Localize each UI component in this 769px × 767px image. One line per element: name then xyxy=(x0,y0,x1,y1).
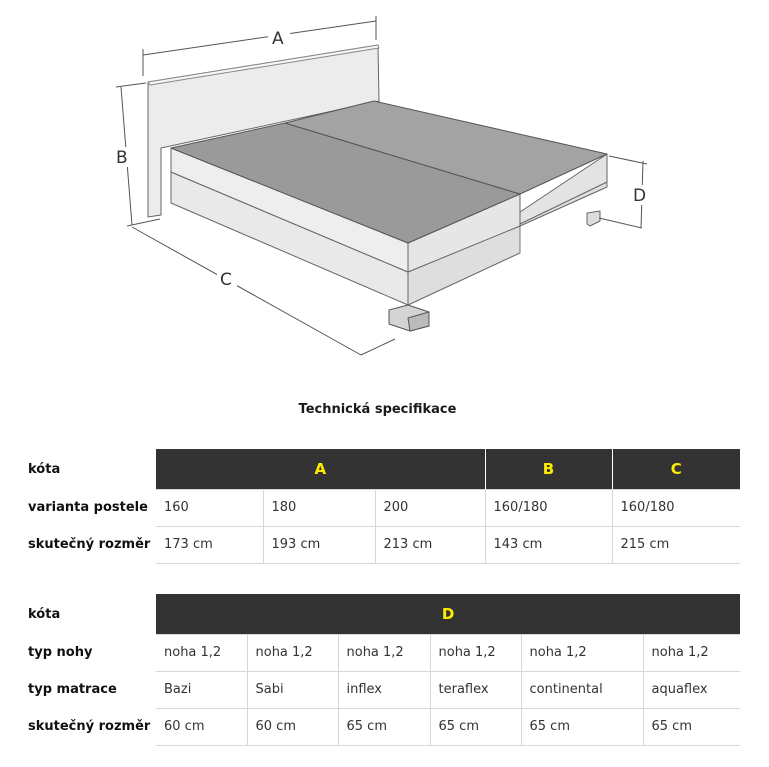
back-leg xyxy=(587,211,600,226)
dimension-label-b: B xyxy=(116,148,128,168)
table-cell: 215 cm xyxy=(612,526,740,563)
table-row xyxy=(28,708,740,745)
table-cell: noha 1,2 xyxy=(156,634,247,671)
header-row xyxy=(28,449,740,489)
table-cell: 65 cm xyxy=(430,708,521,745)
spec-table-d xyxy=(28,594,740,746)
row-label: skutečný rozměr xyxy=(28,537,151,552)
table-cell: Sabi xyxy=(247,671,338,708)
row-label: typ matrace xyxy=(28,682,117,697)
table-row xyxy=(28,489,740,526)
table-cell: 160/180 xyxy=(485,489,612,526)
header-b: B xyxy=(485,449,612,489)
table-cell: 65 cm xyxy=(643,708,740,745)
table-cell: noha 1,2 xyxy=(338,634,430,671)
table-cell: 65 cm xyxy=(338,708,430,745)
table-cell: continental xyxy=(521,671,643,708)
table-cell: teraflex xyxy=(430,671,521,708)
header-d: D xyxy=(156,594,740,634)
table-cell: 60 cm xyxy=(247,708,338,745)
header-a: A xyxy=(156,449,485,489)
table-cell: noha 1,2 xyxy=(430,634,521,671)
dimension-label-d: D xyxy=(633,186,647,206)
row-label: skutečný rozměr xyxy=(28,719,151,734)
table-cell: 143 cm xyxy=(485,526,612,563)
bed-dimension-diagram xyxy=(0,0,769,380)
table-cell: 160 xyxy=(156,489,263,526)
table-row xyxy=(28,634,740,671)
table-cell: 213 cm xyxy=(375,526,485,563)
table-cell: 160/180 xyxy=(612,489,740,526)
row-label: typ nohy xyxy=(28,645,93,660)
header-row xyxy=(28,594,740,634)
table-cell: noha 1,2 xyxy=(643,634,740,671)
table-cell: noha 1,2 xyxy=(521,634,643,671)
spec-table-abc xyxy=(28,449,740,564)
table-cell: inflex xyxy=(338,671,430,708)
table-cell: Bazi xyxy=(156,671,247,708)
table-row xyxy=(28,671,740,708)
table-cell: aquaflex xyxy=(643,671,740,708)
dimension-label-c: C xyxy=(220,270,232,290)
table-cell: 173 cm xyxy=(156,526,263,563)
table-cell: 65 cm xyxy=(521,708,643,745)
table-cell: 200 xyxy=(375,489,485,526)
dimension-label-a: A xyxy=(272,29,284,49)
table-row xyxy=(28,526,740,563)
page-title: Technická specifikace xyxy=(298,402,457,417)
row-label: varianta postele xyxy=(28,500,148,515)
table-cell: 60 cm xyxy=(156,708,247,745)
header-c: C xyxy=(612,449,740,489)
row-label: kóta xyxy=(28,461,61,477)
row-label: kóta xyxy=(28,606,61,622)
table-cell: noha 1,2 xyxy=(247,634,338,671)
table-cell: 180 xyxy=(263,489,375,526)
table-cell: 193 cm xyxy=(263,526,375,563)
